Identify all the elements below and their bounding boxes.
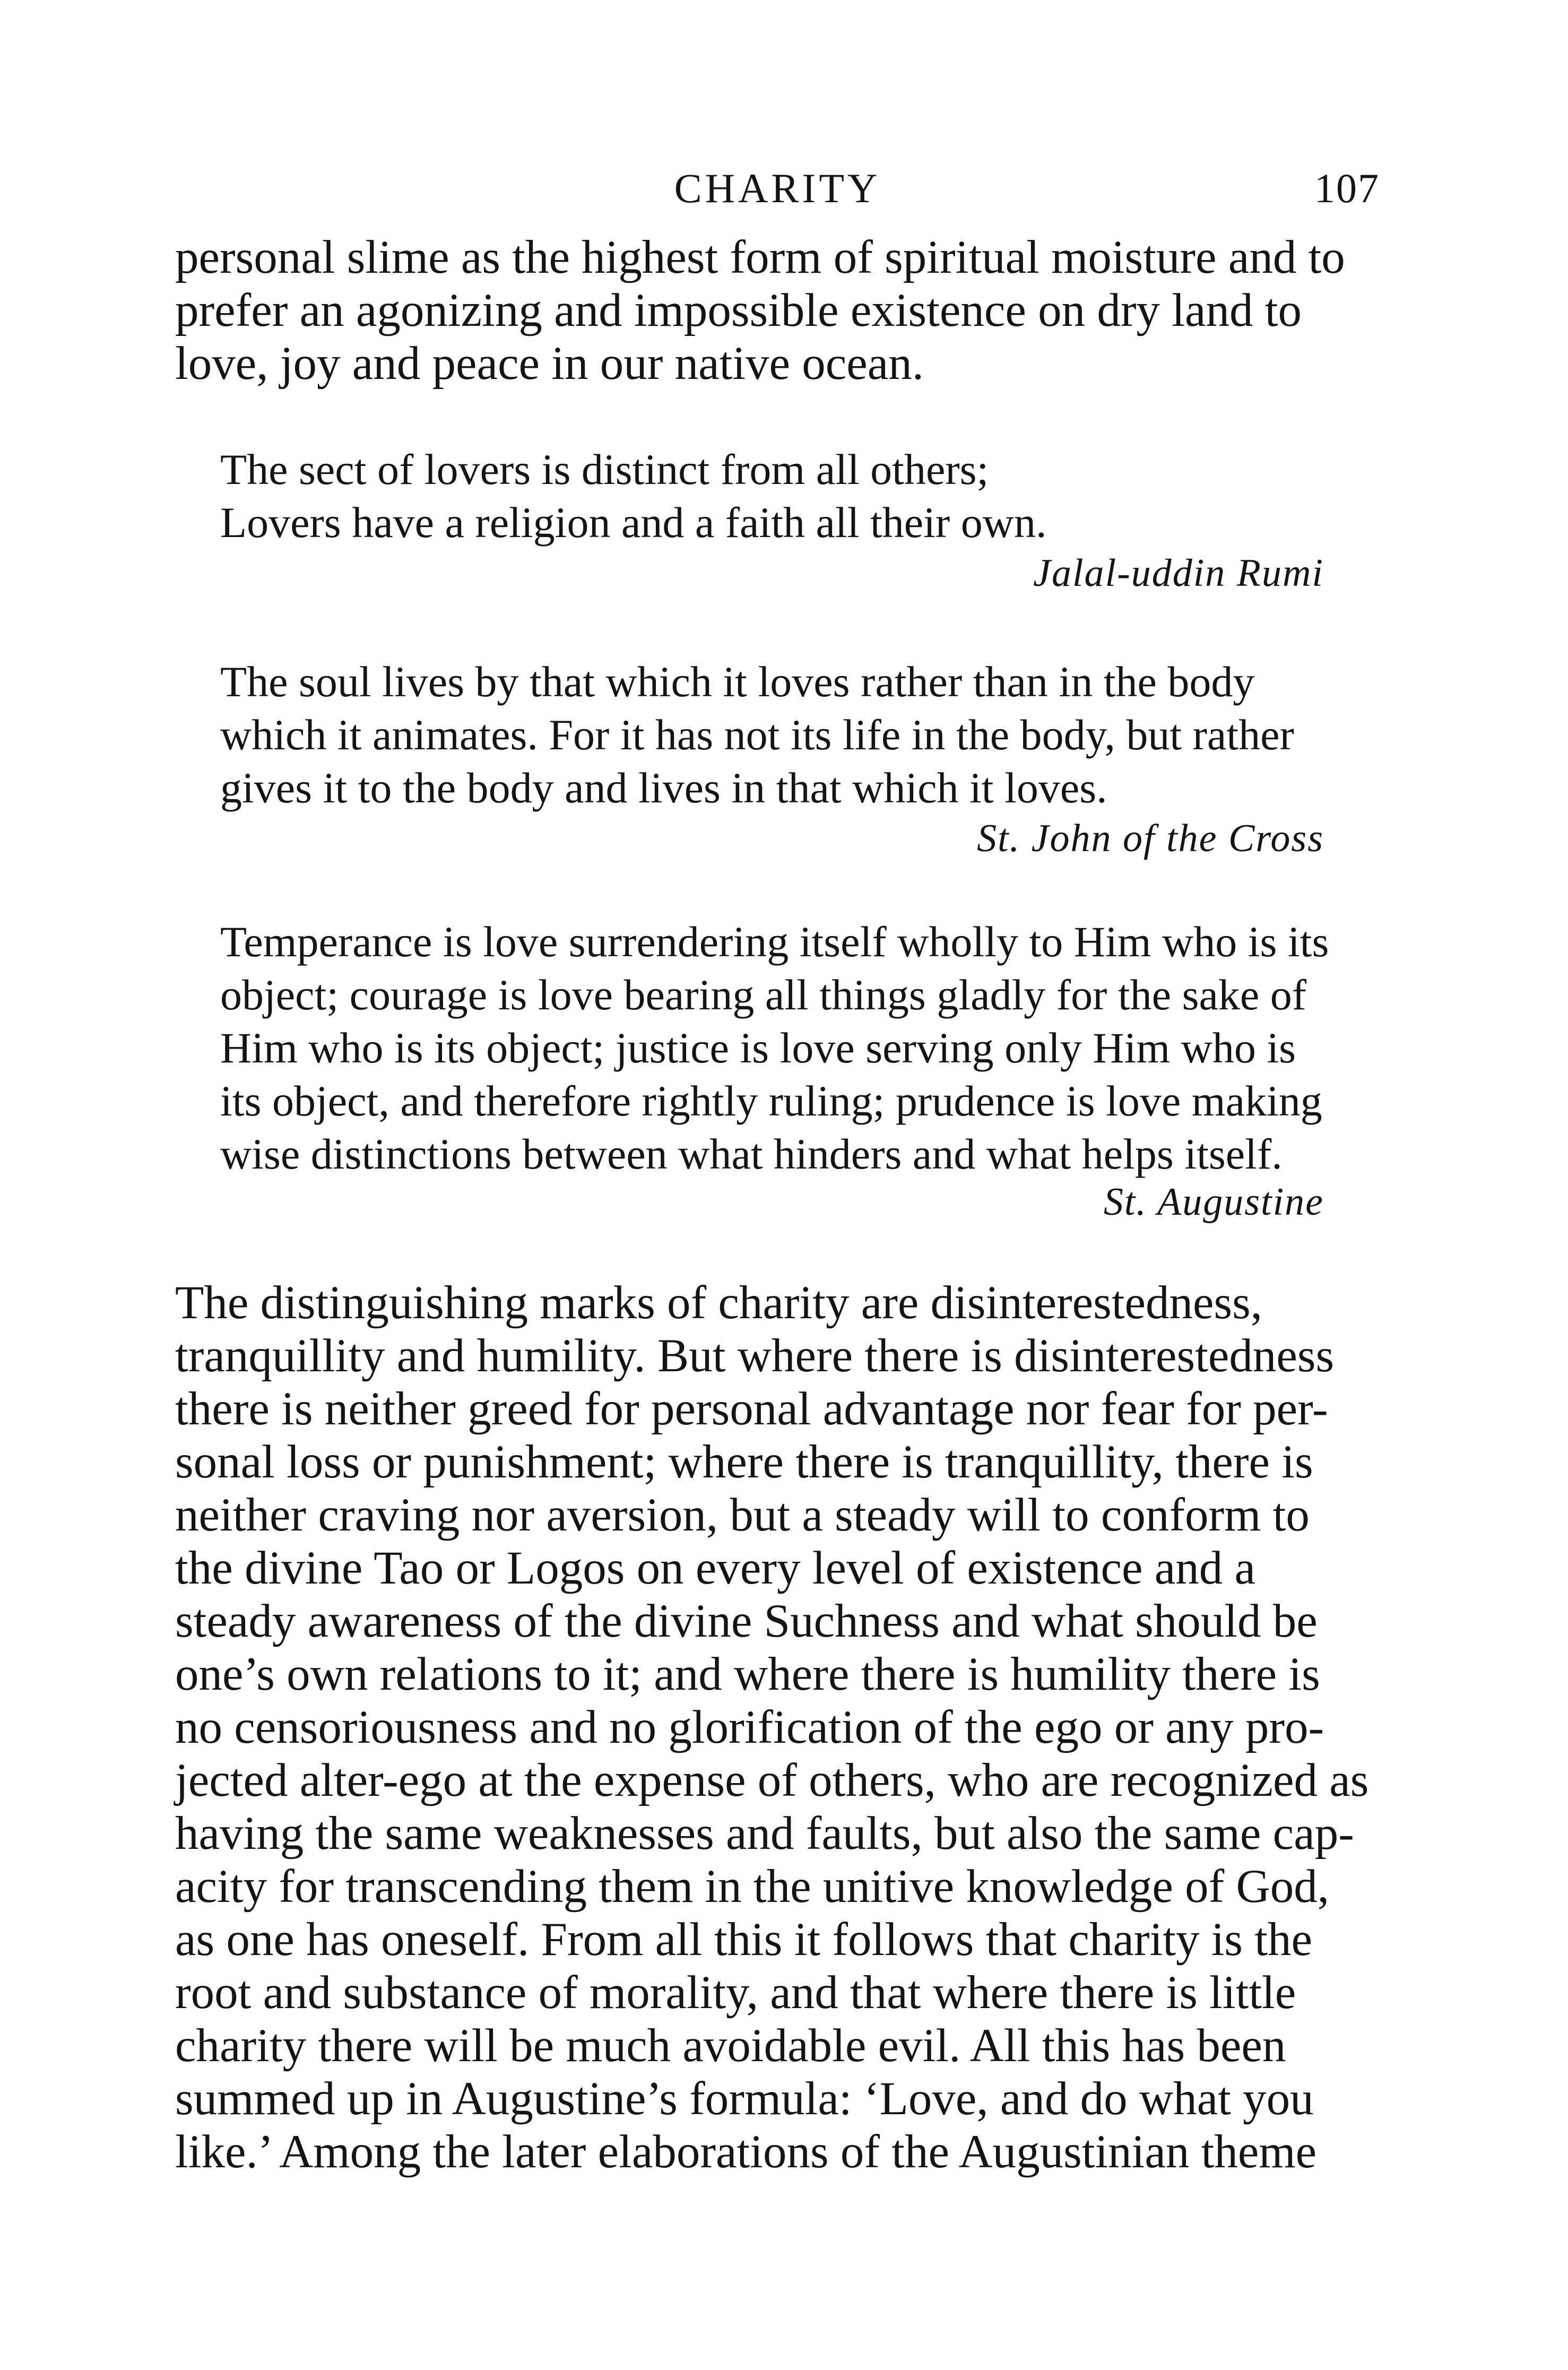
- body-text-line: there is neither greed for personal advantage nor fear for per-: [175, 1383, 1328, 1435]
- body-text-line: tranquillity and humility. But where there is disinterestedness: [175, 1330, 1335, 1382]
- quote-line: which it animates. For it has not its life in the body, but rather: [220, 711, 1294, 759]
- body-text-line: root and substance of morality, and that where there is little: [175, 1967, 1296, 2019]
- body-text-line: charity there will be much avoidable evil. All this has been: [175, 2020, 1286, 2072]
- body-text-line: prefer an agonizing and impossible existence on dry land to: [175, 284, 1302, 336]
- quote-line: Him who is its object; justice is love serving only Him who is: [220, 1024, 1296, 1072]
- body-text-line: jected alter-ego at the expense of others, who are recognized as: [175, 1754, 1369, 1806]
- page-header: [175, 159, 1380, 218]
- quote-line: its object, and therefore rightly ruling; prudence is love making: [220, 1077, 1322, 1125]
- quote-line: The sect of lovers is distinct from all others;: [220, 445, 989, 494]
- body-text-line: personal slime as the highest form of spiritual moisture and to: [175, 231, 1345, 283]
- running-head: CHARITY: [674, 165, 881, 211]
- quote-attribution: Jalal-uddin Rumi: [1033, 551, 1324, 595]
- quote-attribution: St. Augustine: [1103, 1180, 1324, 1224]
- body-text-line: as one has oneself. From all this it follows that charity is the: [175, 1914, 1313, 1966]
- body-text-line: The distinguishing marks of charity are disinterestedness,: [175, 1277, 1262, 1329]
- body-text-line: acity for transcending them in the unitive knowledge of God,: [175, 1861, 1329, 1913]
- quote-line: The soul lives by that which it loves rather than in the body: [220, 658, 1255, 706]
- quote-line: Lovers have a religion and a faith all their own.: [220, 498, 1047, 547]
- quote-line: object; courage is love bearing all things gladly for the sake of: [220, 971, 1307, 1019]
- body-text-line: sonal loss or punishment; where there is tranquillity, there is: [175, 1436, 1313, 1488]
- quote-attribution: St. John of the Cross: [977, 817, 1324, 860]
- quote-line: gives it to the body and lives in that which it loves.: [220, 764, 1107, 812]
- body-text-line: no censoriousness and no glorification of the ego or any pro-: [175, 1701, 1324, 1753]
- body-text-line: the divine Tao or Logos on every level of existence and a: [175, 1542, 1255, 1594]
- quote-line: Temperance is love surrendering itself wholly to Him who is its: [220, 918, 1329, 966]
- body-text-line: one’s own relations to it; and where there is humility there is: [175, 1648, 1320, 1700]
- body-text-line: steady awareness of the divine Suchness and what should be: [175, 1595, 1318, 1647]
- body-text-line: love, joy and peace in our native ocean.: [175, 338, 924, 390]
- body-text-line: neither craving nor aversion, but a steady will to conform to: [175, 1489, 1310, 1541]
- quote-line: wise distinctions between what hinders and what helps itself.: [220, 1130, 1283, 1178]
- body-text-line: having the same weaknesses and faults, but also the same cap-: [175, 1807, 1354, 1859]
- body-text-line: like.’ Among the later elaborations of the Augustinian theme: [175, 2126, 1317, 2178]
- body-text-line: summed up in Augustine’s formula: ‘Love, and do what you: [175, 2073, 1314, 2125]
- page-number: 107: [1314, 165, 1380, 211]
